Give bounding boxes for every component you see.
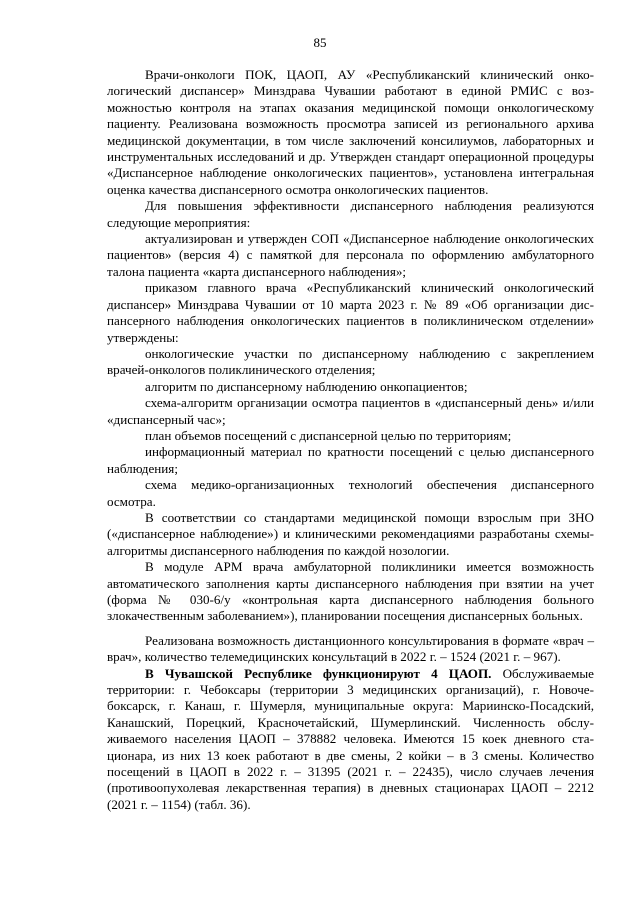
list-item-scheme-algorithm: схема-алгоритм организации осмотра пациентов в «диспансерный день» и/или «диспансерный час»; bbox=[107, 395, 594, 427]
paragraph-sop: актуализирован и утвержден СОП «Диспансерное наблюдение онкологических пациентов» (версия 4) с памяткой для персонала по оформлению амбулаторного талона пациента «карта диспансерного наблюдения»; bbox=[107, 231, 594, 279]
page-number: 85 bbox=[313, 35, 327, 50]
paragraph-caop bbox=[107, 666, 594, 814]
body-text bbox=[107, 67, 594, 813]
paragraph-measures-intro: Для повышения эффективности диспансерного наблюдения реализуются следующие мероприятия: bbox=[107, 198, 594, 230]
list-item-info-material: информационный материал по кратности посещений с целью диспансерного наблюдения; bbox=[107, 444, 594, 476]
paragraph-arm-module: В модуле АРМ врача амбулаторной поликлиники имеется возможность автоматического заполнения карты диспансерного наблюдения при взятии на учет (форма № 030-6/у «контрольная карта диспансерного наблюдения больного злокачественным заболеванием»), планировании посещения диспансерных больных. bbox=[107, 559, 594, 624]
caop-bold-lead: В Чувашской Республике функционируют 4 ЦАОП. bbox=[145, 665, 492, 681]
list-item-technology-scheme: схема медико-организационных технологий обеспечения диспансерного осмотра. bbox=[107, 477, 594, 509]
caop-text: Обслуживаемые территории: г. Чебоксары (территории 3 медицинских организаций), г. Новочебоксарск, г. Канаш, г. Шумерля, муниципальные округа: Мариинско-Посадский, Канашский, Порецкий, Красночетайский, Шумерлинский. Численность обслуживаемого населения ЦАОП – 378882 человека. Имеются 15 коек дневного стационара, из них 13 коек работают в две смены, 2 койки – в 3 смены. Количество посещений в ЦАОП в 2022 г. – 31395 (2021 г. – 22435), число случаев лечения (противоопухолевая лекарственная терапия) в дневных стационарах ЦАОП – 2212 (2021 г. – 1154) (табл. 36). bbox=[107, 665, 594, 812]
paragraph-rmis: Врачи-онкологи ПОК, ЦАОП, АУ «Республиканский клинический онкологический диспансер» Минздрава Чувашии работают в единой РМИС с возможностью контроля на этапах оказания медицинской помощи онкологическому пациенту. Реализована возможность просмотра записей из регионального архива медицинской документации, в том числе заключений консилиумов, лабораторных и инструментальных исследований и др. Утвержден стандарт операционной процедуры «Диспансерное наблюдение онкологических пациентов», установлена интегральная оценка качества диспансерного осмотра онкологических пациентов. bbox=[107, 67, 594, 197]
list-item-oncology-sites: онкологические участки по диспансерному наблюдению с закреплением врачей-онкологов поликлинического отделения; bbox=[107, 345, 594, 378]
list-item-visit-plan: план объемов посещений с диспансерной целью по территориям; bbox=[145, 427, 512, 443]
paragraph-standards: В соответствии со стандартами медицинской помощи взрослым при ЗНО («диспансерное наблюдение») и клиническими рекомендациями разработаны схемы-алгоритмы диспансерного наблюдения по каждой нозологии. bbox=[107, 509, 594, 558]
paragraph-telemedicine: Реализована возможность дистанционного консультирования в формате «врач – врач», количество телемедицинских консультаций в 2022 г. – 1524 (2021 г. – 967). bbox=[107, 632, 594, 665]
paragraph-order: приказом главного врача «Республиканский клинический онкологический диспансер» Минздрава Чувашии от 10 марта 2023 г. № 89 «Об организации диспансерного наблюдения онкологических пациентов в поликлиническом отделении» утверждены: bbox=[107, 280, 594, 345]
list-item-algorithm: алгоритм по диспансерному наблюдению онкопациентов; bbox=[145, 378, 468, 394]
